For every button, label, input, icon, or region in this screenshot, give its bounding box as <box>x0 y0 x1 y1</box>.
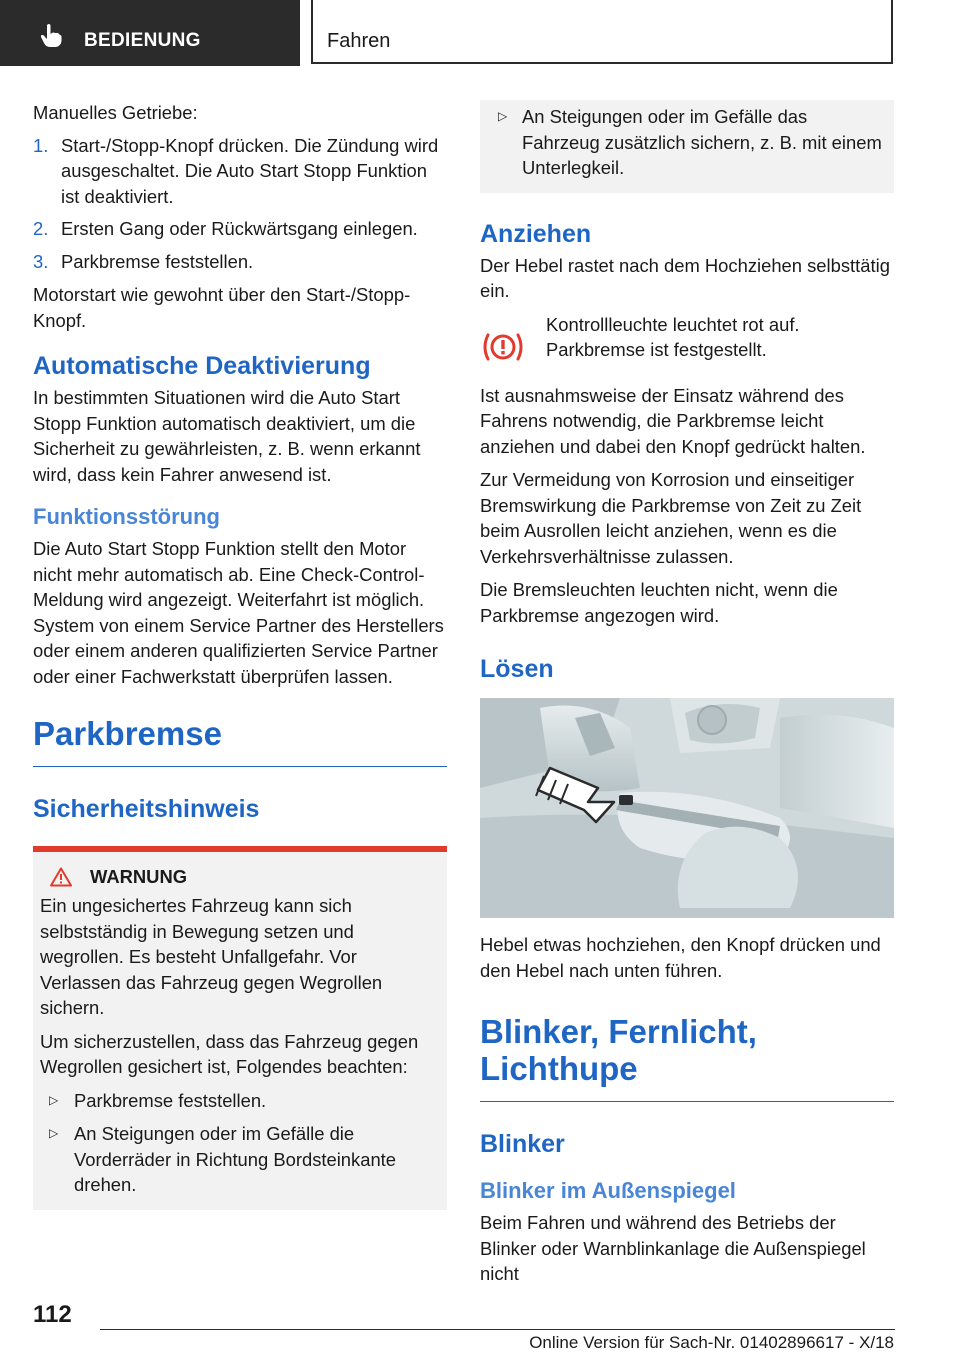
parking-brake-illustration <box>480 698 894 918</box>
warning-text: Ein ungesichertes Fahrzeug kann sich selbstständig in Bewegung setzen und wegrollen. Es besteht Unfallgefahr. Vor Verlassen das Fahrzeug gegen Wegrollen sichern. <box>40 895 383 1018</box>
heading-mirror-signal: Blinker im Außenspiegel <box>480 1178 736 1203</box>
intro-text: Manuelles Getriebe: <box>33 102 198 123</box>
step-item <box>33 249 447 275</box>
step-text: Ersten Gang oder Rückwärtsgang einlegen. <box>61 218 418 239</box>
step-text: Parkbremse feststellen. <box>61 250 254 272</box>
mirror-signal-text: Beim Fahren und während des Betriebs der Blinker oder Warnblinkanlage die Außenspiegel nicht <box>480 1212 866 1284</box>
warning-bullet <box>40 1121 440 1198</box>
warning-bullet <box>480 104 888 181</box>
right-column <box>480 100 894 1287</box>
warning-box-continued <box>480 100 894 193</box>
footer-rule <box>100 1329 895 1330</box>
heading-turn-signal: Blinker <box>480 1130 565 1158</box>
heading-safety-note: Sicherheitshinweis <box>33 795 260 823</box>
heading-malfunction: Funktionsstörung <box>33 504 220 529</box>
bullet-triangle-icon: ▷ <box>49 1092 59 1107</box>
heading-turn-signal-high-beam: Blinker, Fernlicht, Lichthupe <box>480 1013 757 1087</box>
bullet-text: Parkbremse feststellen. <box>74 1089 267 1111</box>
bullet-triangle-icon: ▷ <box>49 1126 59 1140</box>
indicator-row <box>480 312 894 369</box>
warning-text: Um sicherzustellen, dass das Fahrzeug gegen Wegrollen gesichert ist, Folgendes beachten: <box>40 1030 419 1077</box>
left-column <box>33 100 447 1210</box>
parking-brake-warning-light-icon <box>480 330 526 364</box>
warning-bullet <box>40 1088 440 1114</box>
chapter-tab <box>0 0 300 66</box>
step-item <box>33 216 447 242</box>
heading-rule <box>33 766 447 767</box>
bullet-triangle-icon: ▷ <box>498 109 508 123</box>
bullet-text: An Steigungen oder im Gefälle das Fahrzeug zusätzlich sichern, z. B. mit einem Unterlegkeil. <box>522 106 882 178</box>
corrosion-text: Zur Vermeidung von Korrosion und einseitiger Bremswirkung die Parkbremse von Zeit zu Zeit beim Ausrollen leicht anziehen, wenn es die Verkehrsverhältnisse zulassen. <box>480 469 862 567</box>
warning-title-row <box>40 866 440 888</box>
apply-text: Der Hebel rastet nach dem Hochziehen selbsttätig ein. <box>480 254 890 301</box>
section-label: Fahren <box>327 30 391 52</box>
figure-caption: Hebel etwas hochziehen, den Knopf drücken und den Hebel nach unten führen. <box>480 934 881 981</box>
malfunction-text: Die Auto Start Stopp Funktion stellt den Motor nicht mehr automatisch ab. Eine Check-Control-Meldung wird angezeigt. Weiterfahrt ist möglich. System von einem Service Partner des Herstellers oder einem anderen qualifizierten Service Partner oder einer Fachwerkstatt überprüfen lassen. <box>33 538 444 687</box>
heading-parking-brake: Parkbremse <box>33 715 222 752</box>
heading-apply: Anziehen <box>480 219 592 248</box>
indicator-cell <box>480 312 546 369</box>
warning-triangle-icon <box>50 867 72 887</box>
indicator-text: Kontrollleuchte leuchtet rot auf. Parkbremse ist festgestellt. <box>546 313 800 360</box>
step-text: Start-/Stopp-Knopf drücken. Die Zündung wird ausgeschaltet. Die Auto Start Stopp Funktion ist deaktiviert. <box>61 134 439 207</box>
auto-deactivation-text: In bestimmten Situationen wird die Auto Start Stopp Funktion automatisch deaktiviert, um die Sicherheit zu gewährleisten, z. B. wenn erkannt wird, dass kein Fahrer anwesend ist. <box>33 387 421 485</box>
chapter-label: BEDIENUNG <box>84 30 201 51</box>
warning-box <box>33 852 447 1210</box>
exception-text: Ist ausnahmsweise der Einsatz während des Fahrens notwendig, die Parkbremse leicht anziehen und dabei den Knopf gedrückt halten. <box>480 384 866 457</box>
heading-rule <box>480 1101 894 1102</box>
step-item <box>33 133 447 210</box>
step-number: 3. <box>33 250 49 272</box>
brake-lights-text: Die Bremsleuchten leuchten nicht, wenn die Parkbremse angezogen wird. <box>480 579 838 626</box>
footer-online-version: Online Version für Sach-Nr. 01402896617 - X/18 <box>529 1333 894 1352</box>
section-header <box>311 0 893 64</box>
warning-title: WARNUNG <box>90 866 188 887</box>
heading-release: Lösen <box>480 655 554 683</box>
heading-auto-deactivation: Automatische Deaktivierung <box>33 352 371 380</box>
hand-pointer-icon <box>38 22 64 48</box>
step-number: 1. <box>33 134 49 156</box>
motorstart-text: Motorstart wie gewohnt über den Start-/Stopp-Knopf. <box>33 284 411 331</box>
parking-brake-figure <box>480 698 894 918</box>
page-number: 112 <box>33 1301 72 1328</box>
bullet-text: An Steigungen oder im Gefälle die Vorderräder in Richtung Bordsteinkante drehen. <box>74 1123 397 1195</box>
step-number: 2. <box>33 218 49 239</box>
